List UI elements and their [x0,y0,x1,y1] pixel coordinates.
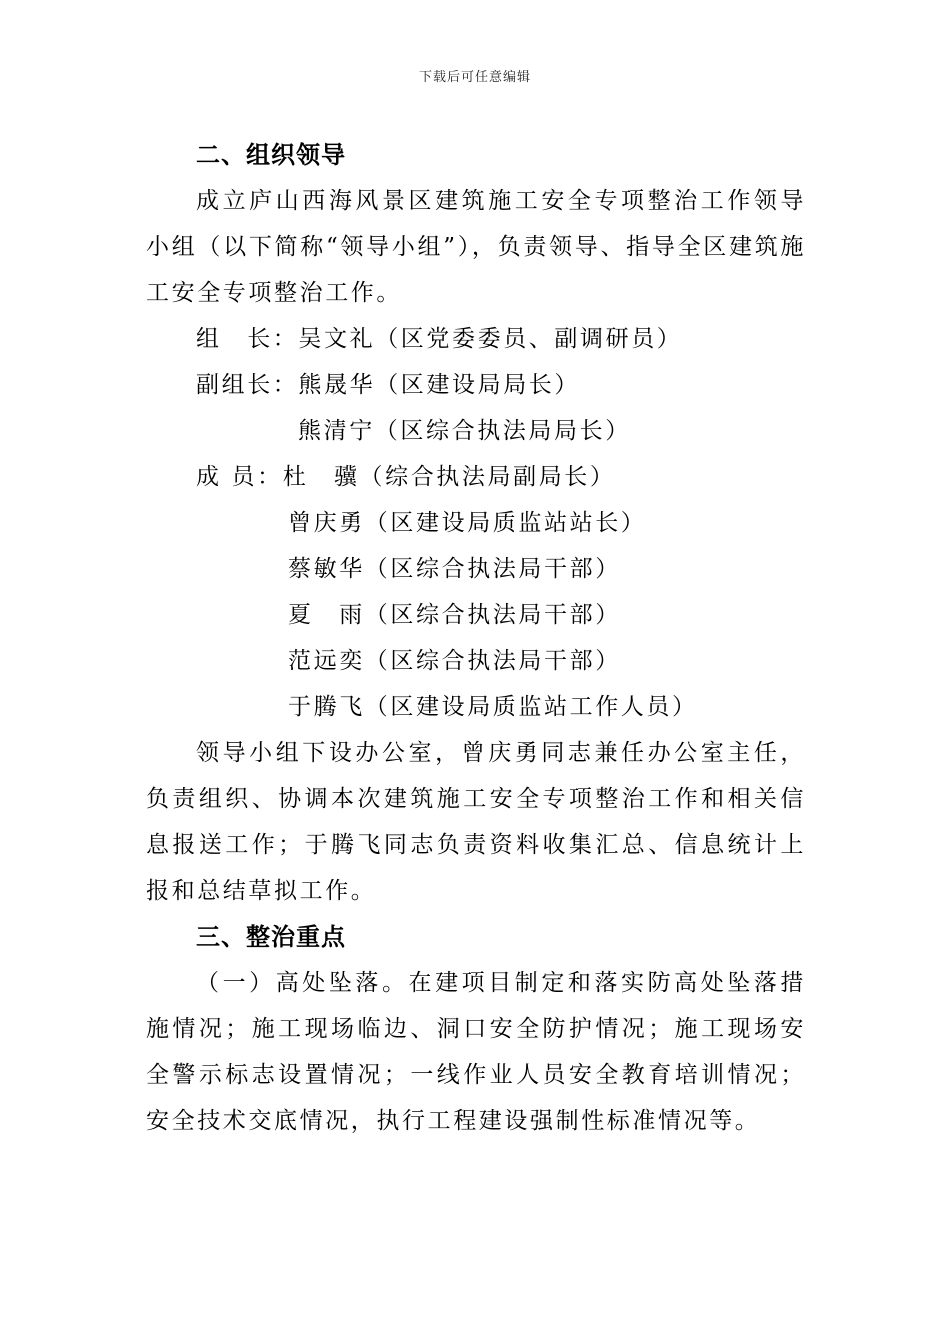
member-line-member-6: 于腾飞（区建设局质监站工作人员） [288,694,698,720]
member-line-leader: 组 长：吴文礼（区党委委员、副调研员） [196,326,683,352]
document-body [146,132,806,1144]
paragraph-high-falls: （一）高处坠落。在建项目制定和落实防高处坠落措施情况；施工现场临边、洞口安全防护情况；施工现场安全警示标志设置情况；一线作业人员安全教育培训情况；安全技术交底情况，执行工程建设强制性标准情况等。 [146,970,806,1134]
member-line-member-5: 范远奕（区综合执法局干部） [288,648,621,674]
section-heading-key-points: 三、整治重点 [196,922,346,951]
member-line-member-1: 成 员：杜 骥（综合执法局副局长） [196,464,616,490]
paragraph-office-duties: 领导小组下设办公室，曾庆勇同志兼任办公室主任，负责组织、协调本次建筑施工安全专项整治工作和相关信息报送工作；于腾飞同志负责资料收集汇总、信息统计上报和总结草拟工作。 [146,740,806,904]
member-line-member-2: 曾庆勇（区建设局质监站站长） [288,510,647,536]
page-header-note: 下载后可任意编辑 [418,70,531,85]
paragraph-leading-group-intro: 成立庐山西海风景区建筑施工安全专项整治工作领导小组（以下简称“领导小组”），负责领导、指导全区建筑施工安全专项整治工作。 [146,188,806,306]
member-line-member-3: 蔡敏华（区综合执法局干部） [288,556,621,582]
section-heading-organization: 二、组织领导 [196,140,346,169]
member-line-deputy-1: 副组长：熊晟华（区建设局局长） [196,372,580,398]
member-line-deputy-2: 熊清宁（区综合执法局局长） [298,418,631,444]
member-line-member-4: 夏 雨（区综合执法局干部） [288,602,621,628]
